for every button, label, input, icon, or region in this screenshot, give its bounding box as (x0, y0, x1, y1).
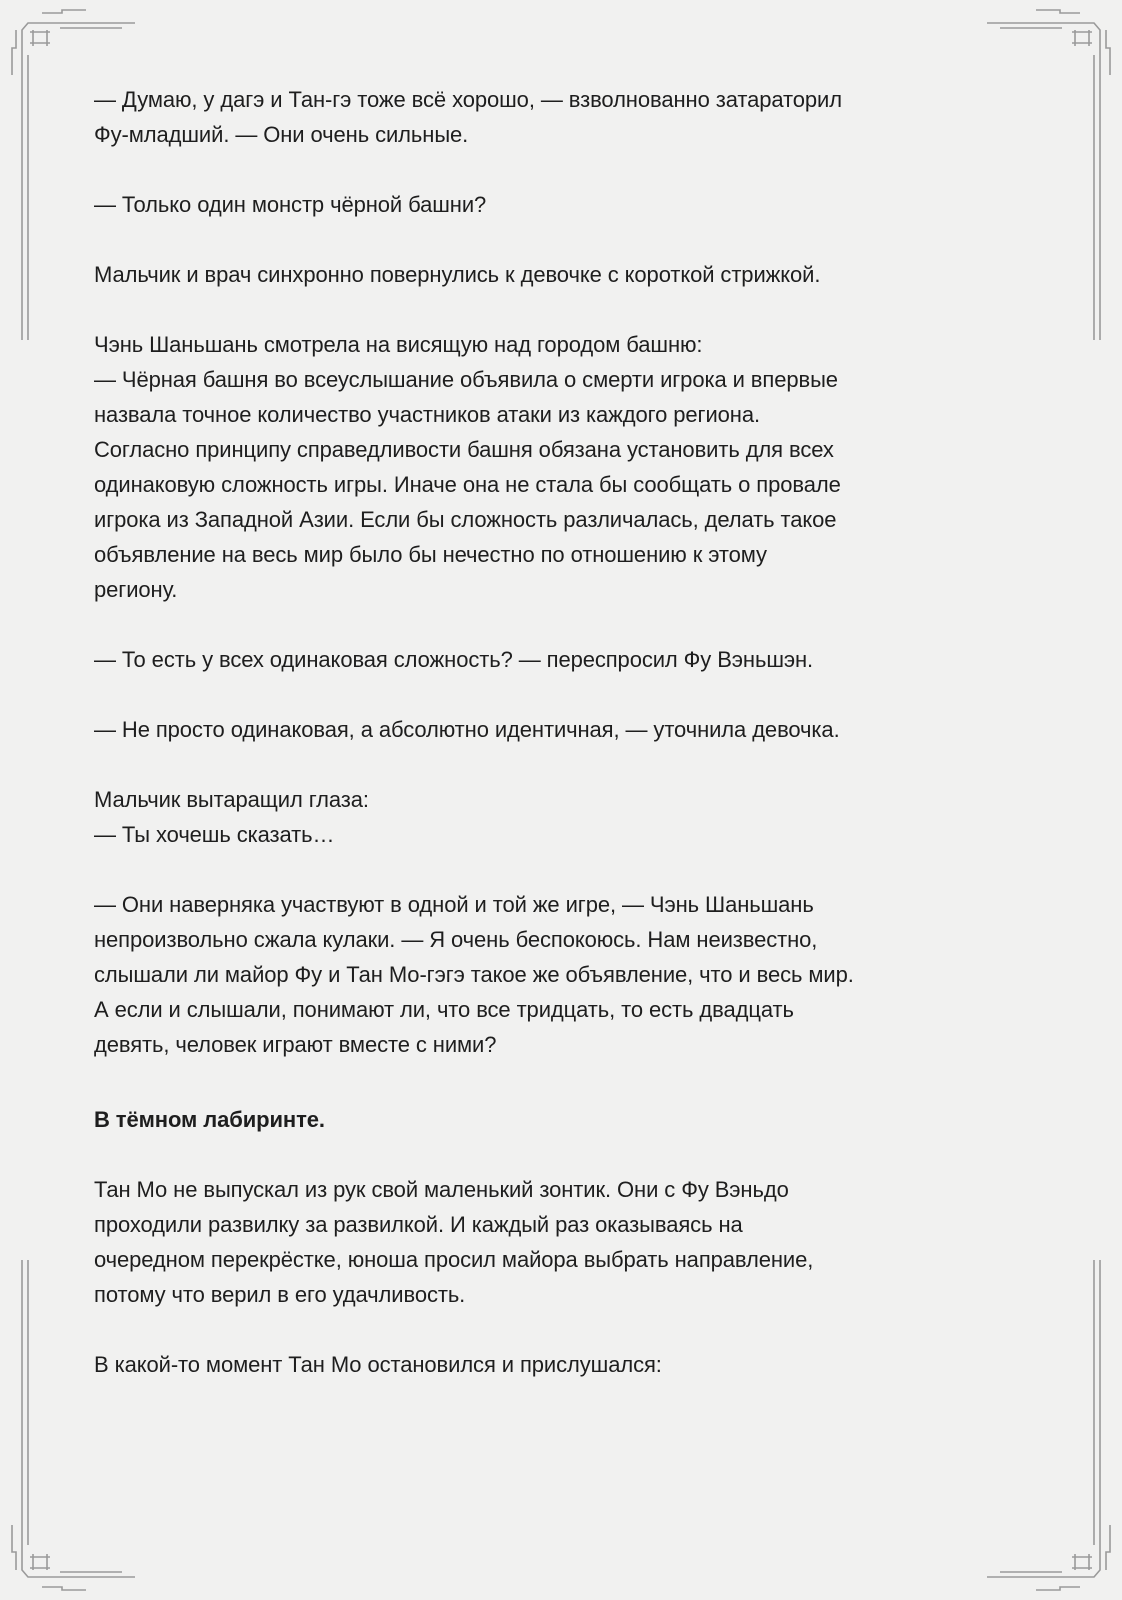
text-line: А если и слышали, понимают ли, что все тридцать, то есть двадцать (94, 997, 794, 1022)
paragraph (94, 1347, 1054, 1382)
text-line: — Чёрная башня во всеуслышание объявила о смерти игрока и впервые (94, 367, 838, 392)
text-line: игрока из Западной Азии. Если бы сложность различалась, делать такое (94, 507, 837, 532)
paragraph (94, 712, 1054, 747)
section-heading-block (94, 1102, 1054, 1137)
text-line: региону. (94, 577, 178, 602)
text-line: Чэнь Шаньшань смотрела на висящую над городом башню: (94, 332, 703, 357)
document-body (94, 82, 1054, 1417)
text-line: очередном перекрёстке, юноша просил майора выбрать направление, (94, 1247, 814, 1272)
text-line: слышали ли майор Фу и Тан Мо-гэгэ такое же объявление, что и весь мир. (94, 962, 854, 987)
text-line: девять, человек играют вместе с ними? (94, 1032, 497, 1057)
text-line: Тан Мо не выпускал из рук свой маленький зонтик. Они с Фу Вэньдо (94, 1177, 789, 1202)
text-line: Согласно принципу справедливости башня обязана установить для всех (94, 437, 834, 462)
text-line: одинаковую сложность игры. Иначе она не стала бы сообщать о провале (94, 472, 841, 497)
paragraph (94, 782, 1054, 852)
paragraph (94, 257, 1054, 292)
paragraph (94, 1172, 1054, 1312)
paragraph (94, 327, 1054, 607)
text-line: Фу-младший. — Они очень сильные. (94, 122, 469, 147)
text-line: — Ты хочешь сказать… (94, 822, 335, 847)
text-line: — Не просто одинаковая, а абсолютно идентичная, — уточнила девочка. (94, 717, 840, 742)
text-line: — Они наверняка участвуют в одной и той же игре, — Чэнь Шаньшань (94, 892, 814, 917)
text-line: проходили развилку за развилкой. И каждый раз оказываясь на (94, 1212, 743, 1237)
paragraph (94, 187, 1054, 222)
text-line: — То есть у всех одинаковая сложность? — переспросил Фу Вэньшэн. (94, 647, 814, 672)
text-line: — Только один монстр чёрной башни? (94, 192, 487, 217)
text-line: непроизвольно сжала кулаки. — Я очень беспокоюсь. Нам неизвестно, (94, 927, 818, 952)
text-line: Мальчик и врач синхронно повернулись к девочке с короткой стрижкой. (94, 262, 821, 287)
text-line: — Думаю, у дагэ и Тан-гэ тоже всё хорошо, — взволнованно затараторил (94, 87, 842, 112)
text-line: назвала точное количество участников атаки из каждого региона. (94, 402, 760, 427)
paragraph (94, 642, 1054, 677)
section-heading: В тёмном лабиринте. (94, 1107, 325, 1132)
paragraph (94, 887, 1054, 1062)
text-line: объявление на весь мир было бы нечестно по отношению к этому (94, 542, 767, 567)
text-line: потому что верил в его удачливость. (94, 1282, 466, 1307)
text-line: Мальчик вытаращил глаза: (94, 787, 369, 812)
text-line: В какой-то момент Тан Мо остановился и прислушался: (94, 1352, 662, 1377)
paragraph (94, 82, 1054, 152)
